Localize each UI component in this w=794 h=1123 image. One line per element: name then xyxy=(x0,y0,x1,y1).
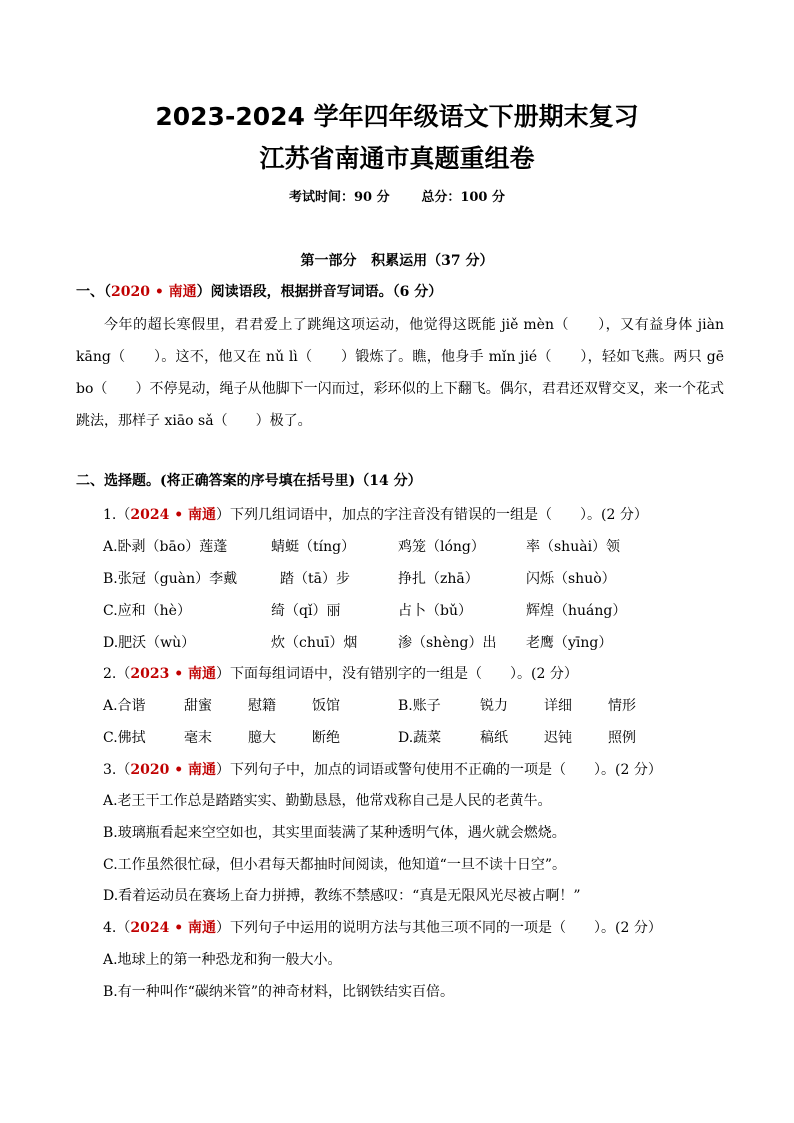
q1-heading xyxy=(76,282,442,302)
mc2-word: 锐力 xyxy=(480,698,508,714)
mc2-word: 臆大 xyxy=(248,730,276,746)
mc1-option-c-2: 绮（qǐ）丽 xyxy=(271,603,341,619)
mc1-option-a-2: 蜻蜓（tíng） xyxy=(271,539,356,555)
mc1-text: ）下列几组词语中，加点的字注音没有错误的一组是（ ）。(2 分） xyxy=(216,507,648,523)
mc2-word: 断绝 xyxy=(312,730,340,746)
mc2-word: 情形 xyxy=(608,698,636,714)
q1-prefix: 一、（ xyxy=(76,284,111,300)
mc4-option-a: A.地球上的第一种恐龙和狗一般大小。 xyxy=(103,952,342,968)
mc1-option-b-1: B.张冠（guàn）李戴 xyxy=(103,571,238,587)
mc2-word: C.佛拭 xyxy=(103,730,146,746)
part1-title: 第一部分 积累运用（37 分） xyxy=(300,253,494,269)
mc1-option-a-1: A.卧剥（bāo）莲蓬 xyxy=(103,539,228,555)
page-title: 2023-2024 学年四年级语文下册期末复习 xyxy=(155,102,639,131)
mc3-source-tag: 2020 • 南通 xyxy=(130,762,217,778)
mc1-option-a-4: 率（shuài）领 xyxy=(526,539,621,555)
mc3-heading xyxy=(103,760,662,780)
mc2-word: 毫末 xyxy=(184,730,212,746)
mc3-text: ）下列句子中，加点的词语或警句使用不正确的一项是（ ）。(2 分） xyxy=(216,762,662,778)
mc1-option-d-1: D.肥沃（wù） xyxy=(103,635,196,651)
mc1-num: 1.（ xyxy=(103,507,131,523)
mc1-option-d-2: 炊（chuī）烟 xyxy=(271,635,358,651)
mc1-option-c-3: 占卜（bǔ） xyxy=(398,603,472,619)
mc2-word: 详细 xyxy=(544,698,572,714)
mc1-option-c-4: 辉煌（huáng） xyxy=(526,603,627,619)
mc4-option-b: B.有一种叫作“碳纳米管”的神奇材料，比钢铁结实百倍。 xyxy=(103,984,455,1000)
mc4-source-tag: 2024 • 南通 xyxy=(130,920,217,936)
mc2-word: 稿纸 xyxy=(480,730,508,746)
mc2-heading xyxy=(103,664,578,684)
mc3-option-b: B.玻璃瓶看起来空空如也，其实里面装满了某种透明气体，遇火就会燃烧。 xyxy=(103,825,566,841)
mc1-source-tag: 2024 • 南通 xyxy=(130,507,217,523)
mc2-word: D.蔬菜 xyxy=(398,730,442,746)
mc3-num: 3.（ xyxy=(103,762,131,778)
mc2-word: 照例 xyxy=(608,730,636,746)
mc2-num: 2.（ xyxy=(103,666,131,682)
q1-passage: 今年的超长寒假里，君君爱上了跳绳这项运动，他觉得这既能 jiě mèn（ ），又有益身体 jiàn kāng（ ）。这不，他又在 nǔ lì（ ）锻炼了。瞧，他身手 mǐn jié（ ），轻如飞燕。两只 gē bo（ ）不停晃动，绳子从他脚下一闪而过，彩环似的上下翻飞。偶尔，君君还双臂交叉，来一个花式跳法，那样子 xiāo sǎ（ ）极了。 xyxy=(76,317,724,429)
q1-source-tag: 2020 • 南通 xyxy=(111,284,197,300)
q1-instruction: ）阅读语段，根据拼音写词语。（6 分） xyxy=(196,284,443,300)
mc1-option-b-3: 挣扎（zhā） xyxy=(398,571,479,587)
page-subtitle: 江苏省南通市真题重组卷 xyxy=(259,144,535,173)
mc4-heading xyxy=(103,918,662,938)
mc2-word: A.合谐 xyxy=(103,698,146,714)
mc2-word: 迟钝 xyxy=(544,730,572,746)
mc2-source-tag: 2023 • 南通 xyxy=(130,666,217,682)
mc1-option-b-4: 闪烁（shuò） xyxy=(526,571,616,587)
mc1-option-d-4: 老鹰（yīng） xyxy=(526,635,613,651)
mc4-num: 4.（ xyxy=(103,920,131,936)
mc3-option-d: D.看着运动员在赛场上奋力拼搏，教练不禁感叹：“真是无限风光尽被占啊！” xyxy=(103,888,581,904)
mc3-option-c: C.工作虽然很忙碌，但小君每天都抽时间阅读，他知道“一旦不读十日空”。 xyxy=(103,857,566,873)
mc1-heading xyxy=(103,505,648,525)
mc1-option-c-1: C.应和（hè） xyxy=(103,603,191,619)
mc1-option-d-3: 渗（shèng）出 xyxy=(398,635,497,651)
mc2-word: 慰籍 xyxy=(248,698,276,714)
mc2-word: B.账子 xyxy=(398,698,441,714)
section2-title: 二、选择题。(将正确答案的序号填在括号里)（14 分） xyxy=(76,473,422,489)
exam-meta: 考试时间：90 分 总分：100 分 xyxy=(289,190,505,205)
mc1-option-a-3: 鸡笼（lóng） xyxy=(398,539,485,555)
mc3-option-a: A.老王干工作总是踏踏实实、勤勤恳恳，他常戏称自己是人民的老黄牛。 xyxy=(103,793,552,809)
mc2-word: 饭馆 xyxy=(312,698,340,714)
mc2-text: ）下面每组词语中，没有错别字的一组是（ ）。(2 分） xyxy=(216,666,578,682)
mc2-word: 甜蜜 xyxy=(184,698,212,714)
mc1-option-b-2: 踏（tā）步 xyxy=(280,571,350,587)
mc4-text: ）下列句子中运用的说明方法与其他三项不同的一项是（ ）。(2 分） xyxy=(216,920,662,936)
